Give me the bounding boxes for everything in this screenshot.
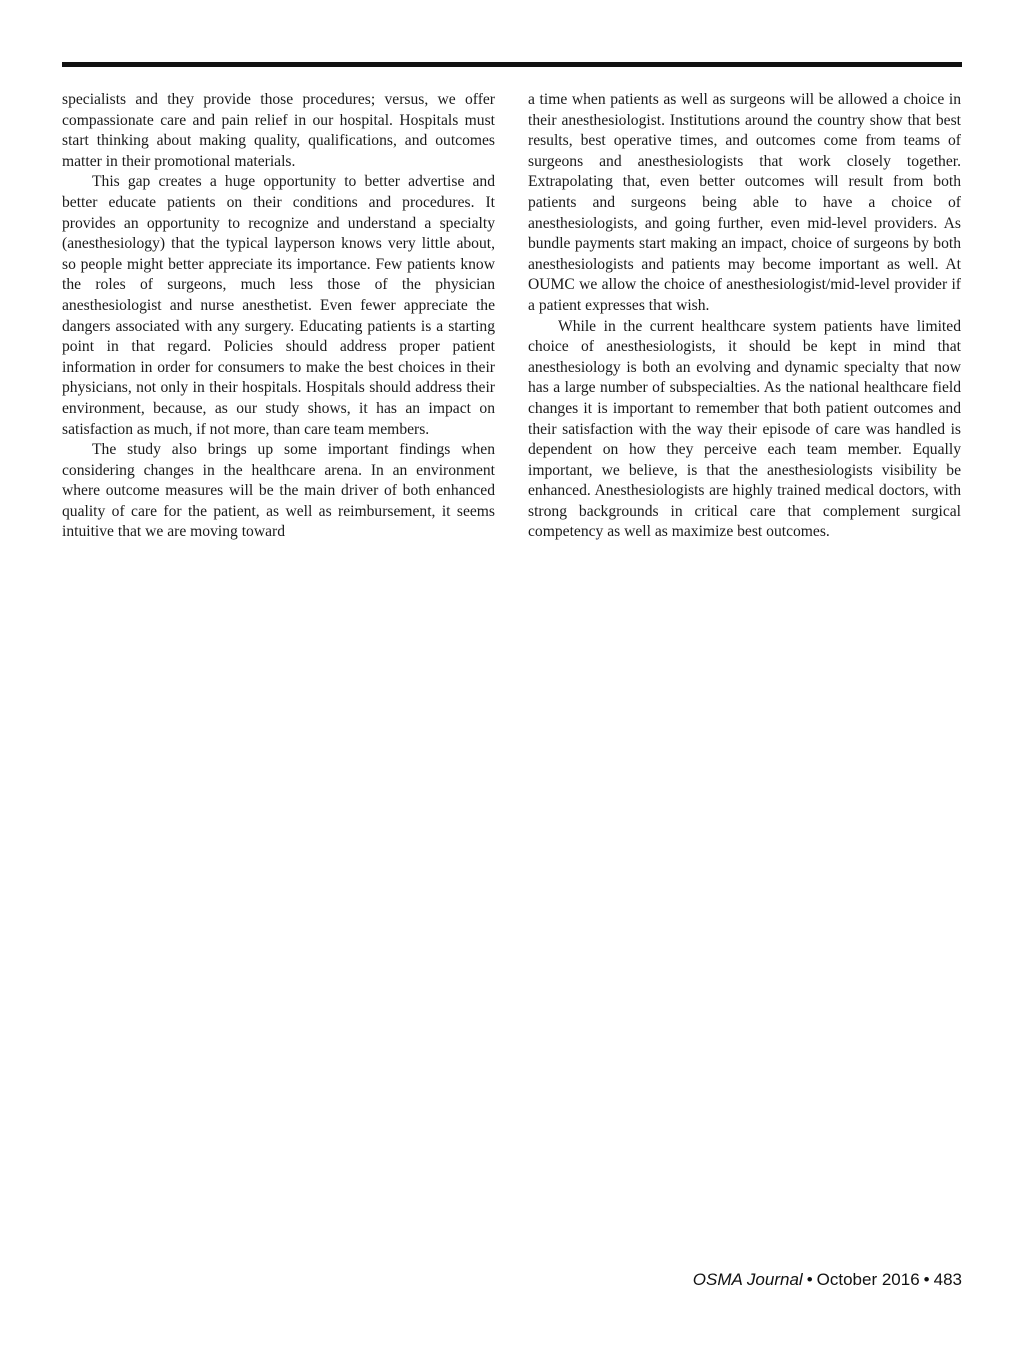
paragraph: The study also brings up some important findings when considering changes in the healthcare arena. In an environment where outcome measures will be the main driver of both enhanced quality of care for the patient, as well as reimbursement, it seems intuitive that we are moving toward (62, 441, 495, 541)
paragraph: This gap creates a huge opportunity to better advertise and better educate patients on their conditions and procedures. It provides an opportunity to recognize and understand a specialty (anesthesiology) that the typical layperson knows very little about, so people might better appreciate its importance. Few patients know the roles of surgeons, much less those of the physician anesthesiologist and nurse anesthetist. Even fewer appreciate the dangers associated with any surgery. Educating patients is a starting point in that regard. Policies should address proper patient information in order for consumers to make the best choices in their physicians, not only in their hospitals. Hospitals should address their environment, because, as our study shows, it has an impact on satisfaction as much, if not more, than care team members. (62, 173, 495, 438)
left-column (62, 90, 495, 543)
paragraph: a time when patients as well as surgeons will be allowed a choice in their anesthesiologist. Institutions around the country show that best results, best operative times, and outcomes come from teams of surgeons and anesthesiologists that work closely together. Extrapolating that, even better outcomes will result from both patients and surgeons being able to have a choice of anesthesiologists, and going further, even mid-level providers. As bundle payments start making an impact, choice of surgeons by both anesthesiologists and patients may become important as well. At OUMC we allow the choice of anesthesiologist/mid-level provider if a patient expresses that wish. (528, 91, 961, 314)
paragraph: While in the current healthcare system patients have limited choice of anesthesiologists, it should be kept in mind that anesthesiology is both an evolving and dynamic specialty that now has a large number of subspecialties. As the national healthcare field changes it is important to remember that both patient outcomes and their satisfaction with the way their episode of care was handled is dependent on how they perceive each team member. Equally important, we believe, is that the anesthesiologists visibility be enhanced. Anesthesiologists are highly trained medical doctors, with strong backgrounds in critical care that complement surgical competency as well as maximize best outcomes. (528, 317, 961, 541)
paragraph: specialists and they provide those procedures; versus, we offer compassionate care and pain relief in our hospital. Hospitals must start thinking about making quality, qualifications, and outcomes matter in their promotional materials. (62, 91, 495, 170)
page-number: 483 (933, 1270, 962, 1289)
right-column (528, 90, 961, 543)
footer-separator: • (923, 1270, 930, 1289)
journal-name: OSMA Journal (692, 1270, 803, 1289)
top-rule (62, 62, 962, 67)
footer-separator: • (806, 1270, 813, 1289)
issue-date: October 2016 (816, 1270, 920, 1289)
page-footer (693, 1270, 962, 1290)
